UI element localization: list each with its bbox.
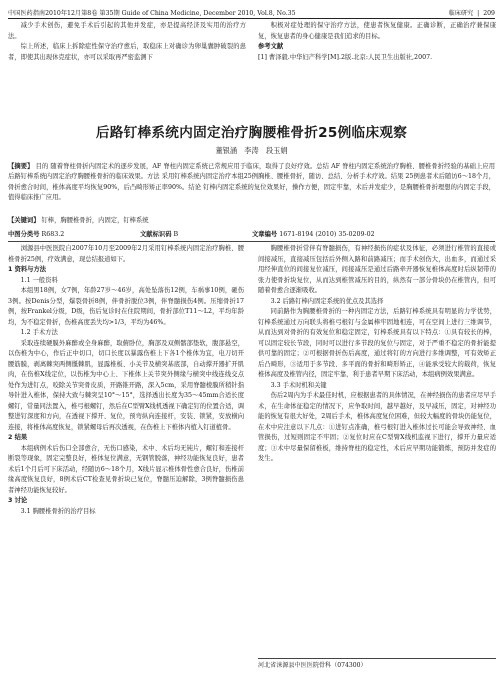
article-title: 后路钉棒系统内固定治疗胸腰椎骨折25例临床观察 [95, 125, 408, 141]
body-paragraph: 综上所述，临床上拆除症性保守治疗愈后，取稳床上对确诊为卵巢囊肿破裂的患者，即使其出现休克症状，亦可以采取再严密监测下 [8, 43, 246, 61]
references-heading: 参考文献 [258, 43, 284, 50]
body-paragraph: 3.3 手术时机和关键 [270, 381, 327, 389]
metadata-rule [8, 241, 495, 242]
body-paragraph: 胸腰椎骨折常伴有脊髓损伤，有神经损伤的症状及体征，必须进行椎管的直接或间接减压，直接减压包括后外侧入路和前路减压；而手术创伤大，出血多，而通过采用经伸直位的间接复位减压，间接减压是通过后路牵开器恢复椎体高度时后纵韧带的张力使骨折块复位，从而达到椎管减压的目的，纵然有一部分骨块仍在椎管内，但可随着骨愈合逐渐吸收。 [258, 245, 496, 294]
section-label: 临床研究 [448, 9, 474, 17]
journal-citation: 中国医药指南2010年12月第8卷 第35期 Guide of China Medicine, December 2010, Vol.8, No.35 [8, 9, 296, 17]
abstract [8, 162, 495, 204]
body-paragraph: 减少手术创伤，避免手术后引起的其他并发症，亦是提高经济及实用的治疗方法。 [8, 22, 246, 40]
body-column-left [8, 244, 244, 688]
body-paragraph: 浏源县中医医院自2007年10月至2009年2月采用钉棒系统内固定治疗胸椎、腰椎骨折25例，疗效满意，现总结报道如下。 [8, 245, 244, 263]
previous-article-tail-left [8, 21, 246, 91]
abstract-label: 【摘要】 [8, 163, 34, 170]
doc-code-value: B [173, 231, 179, 238]
body-paragraph: 1.1 一般资料 [20, 276, 58, 284]
footer-rule [258, 658, 496, 659]
body-paragraph: 3.2 后路钉棒内固定系统的优点及其选择 [270, 297, 384, 305]
body-paragraph: 积极对症处理的保守治疗方法，使患者恢复健康。正确诊断，正确治疗兼保康复，恢复患者的身心健康是我们追求的目标。 [258, 22, 496, 40]
body-paragraph: 同前路作为胸腰椎骨折的一种内固定方法，后路钉棒系统具有明显的力学优势，钉棒系统通过万向联头将椎弓根钉与金属棒牢固地相连，可在空间上进行三维调节，从而达到对骨折的有效复位和稳定固定，钉棒系统具有以下特点：①具有较长的棒，可以固定较长节段，同时可以进行多节段的复位与固定，对于严重不稳定的骨折能提供可靠的固定；②可根据骨折伤后高度，通过将钉的方向进行多维调整，可有效矫正后凸畸形，③适用于多节段、多平面的骨折和畸形矫正，④能承受较大的载荷，恢复椎体高度及椎管内径，固定牢靠，利于患者早期下床活动，本组病例效果满意。 [258, 308, 496, 378]
header-right: 临床研究 | 209 [448, 9, 495, 17]
abstract-text: 目的 随着脊柱骨折内固定术的逐步发展，AF 脊柱内固定系统已常规应用于临床，取得了良好疗效。总结 AF 脊柱内固定系统治疗胸椎、腰椎骨折经验的基础上应用后路钉棒系统内固定治疗胸腰椎骨折的临床效果。方法 采用钉棒系统内固定治疗本组25例胸椎、腰椎骨折，随访、总结、分析手术疗效。结果 25例患者术后随访6～18个月，骨折愈合时间，椎体高度平均恢复90%，后凸畸形矫正率90%。结论 钉棒内固定系统的复位效果好，操作方便，固定牢靠，术后并发症少，是胸腰椎骨折理想的内固定手段，值得临床推广应用。 [8, 163, 495, 202]
running-header [8, 6, 495, 18]
doc-code-field [140, 229, 252, 240]
body-paragraph: 本组男18例，女7例，年龄27岁～46岁，高处坠落伤12例，车祸事10例，砸伤3例。按Denis分型，爆裂骨折8例，伴骨折脱位3例，伴脊髓损伤4例。压缩骨折17例，按Frankel分级，D级，伤后复诊时在住院期间，骨折部位T11～L2，平均年龄均，为不稳定骨折，伤椎高度丢失均>1/3，平均为46%。 [8, 287, 244, 326]
body-paragraph: 3.1 胸腰椎骨折的治疗目标 [20, 507, 96, 515]
reference-item: [1] 曹泽毅.中华妇产科学[M].2版.北京:人民卫生出版社,2007. [258, 53, 433, 61]
body-paragraph: 伤后2周内为手术最佳时机，应根据患者的具体情况，在神经损伤的患者应尽早手术，在生命体征稳定的情况下，应争取时间，越早越好，及早减压，固定，对神经功能的恢复有很大好处，2周后手术，椎体高度复位困难，但较大幅度的骨块仍能复位，在术中应注意以下几点：①进钉点准确，椎弓根钉进入椎体过长可能会导致神经、血管损伤，过短则固定不牢固；②复位时应在C型臂X线机监视下进行，撑开力量应适度；③术中尽量保留椎板，维持脊柱的稳定性，术后应早期功能锻炼，预防并发症的发生。 [258, 392, 496, 462]
section-heading: 1 资料与方法 [8, 266, 47, 273]
body-paragraph: 1.2 手术方法 [20, 329, 58, 336]
article-no-value: 1671-8194 (2010) 35-0209-02 [279, 231, 375, 238]
clc-field [8, 229, 140, 240]
body-column-right [258, 244, 496, 652]
article-metadata [8, 229, 495, 240]
clc-value: R683.2 [41, 231, 65, 238]
clc-label: 中图分类号 [8, 231, 40, 238]
section-heading: 2 结果 [8, 434, 28, 441]
doc-code-label: 文献标识码 [140, 231, 172, 238]
author-affiliation: 河北省涞源县中医医院骨科（074300） [258, 662, 367, 669]
article-authors: 董银涵 李涛 段玉娟 [215, 146, 288, 155]
section-heading: 3 讨论 [8, 497, 28, 504]
article-no-label: 文章编号 [252, 231, 278, 238]
header-rule [8, 18, 495, 19]
body-paragraph: 采取连续硬膜外麻醉或全身麻醉，取俯卧位，胸部及双侧髂部垫软，腹部悬空，以伤椎为中心，作后正中切口，切口长度以暴露伤椎上下各1个椎体为宜，电刀切开腰筋膜，剥离棘突两侧骶棘肌，显露椎板、小关节及横突基底部，自动撑开器扩开肌肉，在伤椎X线定位，以伤椎为中心上、下椎体上关节突外侧缘与横突中线连线交点处作为进钉点，咬除关节突骨皮质，开路锥开路，深入5cm，采用脊髓棱膜所稍针指导针进入椎体，保持大致与棘突呈10°～15°，选择透出长度为35～45mm合适长度螺钉，常量同法置入，椎弓根螺钉，然后在C型臂X线机透视下确定钉的位置合适，调整进钉深度和方向，在透视下撑开、复位，预弯纵向连接杆，安装、锁紧，安放横向连接，将椎体高度恢复，锁紧螺母后再次透视，在伤椎上下椎体内植入钉道植骨。 [8, 339, 244, 431]
keywords-text: 钉棒，胸腰椎骨折，内固定，钉棒系统 [41, 217, 149, 224]
article-no-field [252, 229, 375, 240]
keywords-label: 【关键词】 [8, 217, 40, 224]
previous-article-tail-right [258, 21, 496, 91]
body-paragraph: 本组病例术后伤口全部愈合，无伤口感染，术中、术后均无钝片，螺钉和连接杆断裂等现象，固定完整良好，椎体复位满意，无钢管脱落，神经功能恢复良好，患者术后1个月后可下床活动，经随访6～18个月，X线片显示椎体骨性愈合良好，伤椎前缘高度恢复良好，8例术后CT检查见骨折块已复位，脊髓压迫解除，3例脊髓损伤患者神经功能恢复较好。 [8, 444, 244, 494]
keywords [8, 216, 495, 226]
page-number: 209 [483, 9, 495, 17]
